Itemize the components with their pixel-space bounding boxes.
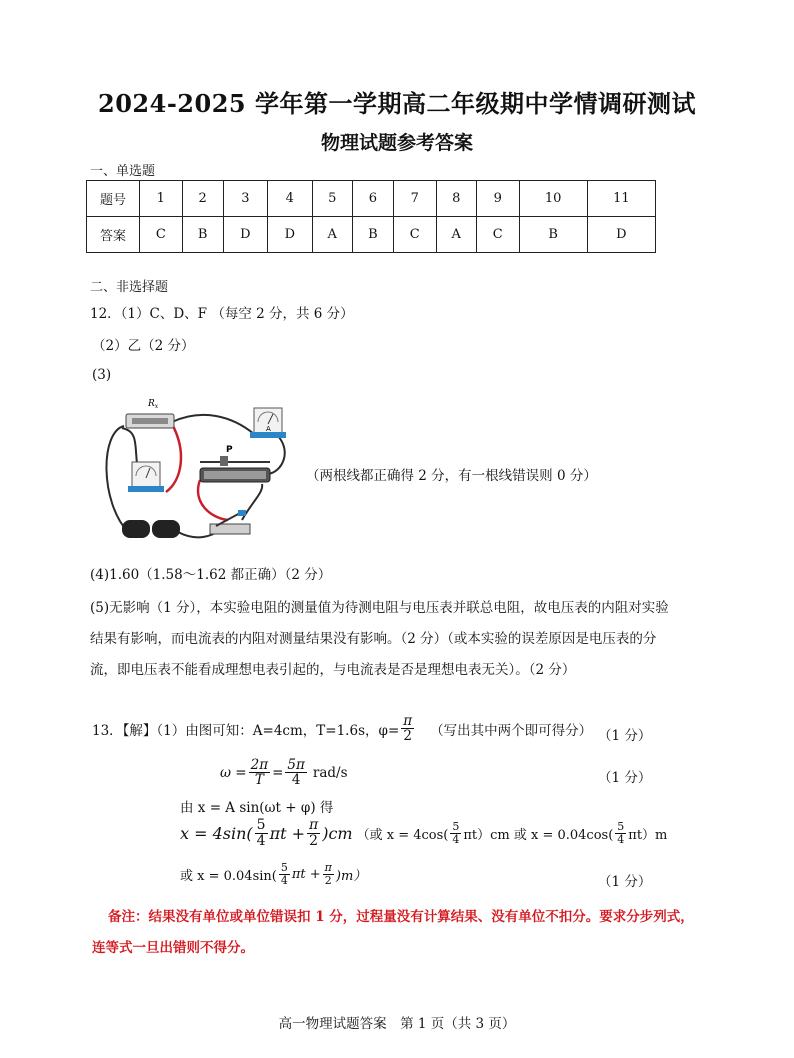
battery-2	[152, 520, 180, 538]
phi-fraction: $\frac{\pi}{2}$	[403, 713, 413, 745]
wire-left	[106, 426, 128, 532]
table-cell: A	[436, 217, 476, 253]
q13-lead: 13．【解】（1）由图可知：A=4cm，T=1.6s，φ=	[92, 722, 400, 739]
page-subtitle: 物理试题参考答案	[320, 132, 473, 154]
table-row-answers	[87, 217, 656, 253]
q13-main-equation: x = 4sin( $\frac{5}{4}$ πt + $\frac{\pi}{2}$ )cm （或 x = 4cos( $\frac{5}{4}$ πt）cm 或 x = 0.04cos( $\frac{5}{4}$ πt）m	[180, 817, 668, 849]
table-cell: 9	[476, 181, 519, 217]
table-cell: B	[519, 217, 587, 253]
q13-lead-note: （写出其中两个即可得分）	[430, 722, 593, 739]
page-footer: 高一物理试题答案 第 1 页（共 3 页）	[278, 1016, 516, 1032]
answer-table	[86, 180, 656, 253]
q13-score-1: （1 分）	[598, 728, 652, 744]
table-cell: 10	[519, 181, 587, 217]
table-cell: B	[182, 217, 223, 253]
omega-equation: ω = $\frac{2\pi}{T}$ = $\frac{5\pi}{4}$ rad/s	[220, 757, 348, 789]
q13-from-line: 由 x = A sin(ωt + φ) 得	[180, 800, 334, 816]
q13-score-3: （1 分）	[598, 874, 652, 890]
table-cell: D	[268, 217, 312, 253]
table-cell: 题号	[87, 181, 140, 217]
slider-label: P	[226, 445, 233, 455]
q12-part4: (4)1.60（1.58～1.62 都正确）（2 分）	[90, 567, 332, 583]
q13-score-2: （1 分）	[598, 770, 652, 786]
table-cell: 4	[268, 181, 312, 217]
rx-label: $R_x$	[148, 399, 159, 410]
circuit-diagram	[92, 392, 304, 548]
wire-right	[268, 436, 285, 474]
section-single-choice-label: 一、单选题	[90, 164, 156, 179]
table-cell: D	[223, 217, 267, 253]
table-cell: 答案	[87, 217, 140, 253]
battery-1	[122, 520, 150, 538]
q13-alt-equation: 或 x = 0.04sin( $\frac{5}{4}$ πt + $\frac{\pi}{2}$ )m）	[180, 861, 367, 887]
table-cell: 7	[393, 181, 436, 217]
q12-part2: （2）乙（2 分）	[92, 338, 195, 354]
table-cell: 6	[352, 181, 393, 217]
table-row-numbers	[87, 181, 656, 217]
page-title: 2024-2025 学年第一学期高二年级期中学情调研测试	[98, 89, 696, 118]
q12-part5-line1: (5)无影响（1 分），本实验电阻的测量值为待测电阻与电压表并联总电阻，故电压表的内阻对实验	[90, 600, 669, 616]
q12-part3-scoring-note: （两根线都正确得 2 分，有一根线错误则 0 分）	[306, 468, 597, 484]
table-cell: B	[352, 217, 393, 253]
section-nonchoice-label: 二、非选择题	[90, 280, 169, 295]
ammeter-label: A	[266, 425, 271, 433]
scoring-remark-line2: 连等式一旦出错则不得分。	[92, 940, 254, 956]
q12-part5-line3: 流，即电压表不能看成理想电表引起的，与电流表是否是理想电表无关）。（2 分）	[90, 662, 576, 678]
table-cell: D	[587, 217, 655, 253]
table-cell: 8	[436, 181, 476, 217]
red-wire-1	[166, 424, 181, 492]
q12-part3: (3)	[92, 367, 112, 383]
table-cell: 11	[587, 181, 655, 217]
table-cell: A	[312, 217, 352, 253]
table-cell: C	[140, 217, 183, 253]
q13-lead-line	[92, 714, 592, 743]
q12-part1: 12．（1）C、D、F （每空 2 分，共 6 分）	[90, 306, 354, 322]
table-cell: C	[476, 217, 519, 253]
table-cell: 1	[140, 181, 183, 217]
table-cell: 3	[223, 181, 267, 217]
table-cell: 2	[182, 181, 223, 217]
table-cell: C	[393, 217, 436, 253]
scoring-remark-line1: 备注：结果没有单位或单位错误扣 1 分，过程量没有计算结果、没有单位不扣分。要求分步列式，	[108, 909, 694, 925]
wire-top	[172, 415, 254, 434]
q12-part5-line2: 结果有影响，而电流表的内阻对测量结果没有影响。（2 分）（或本实验的误差原因是电压表的分	[90, 631, 657, 647]
table-cell: 5	[312, 181, 352, 217]
red-wire-2	[198, 480, 228, 520]
